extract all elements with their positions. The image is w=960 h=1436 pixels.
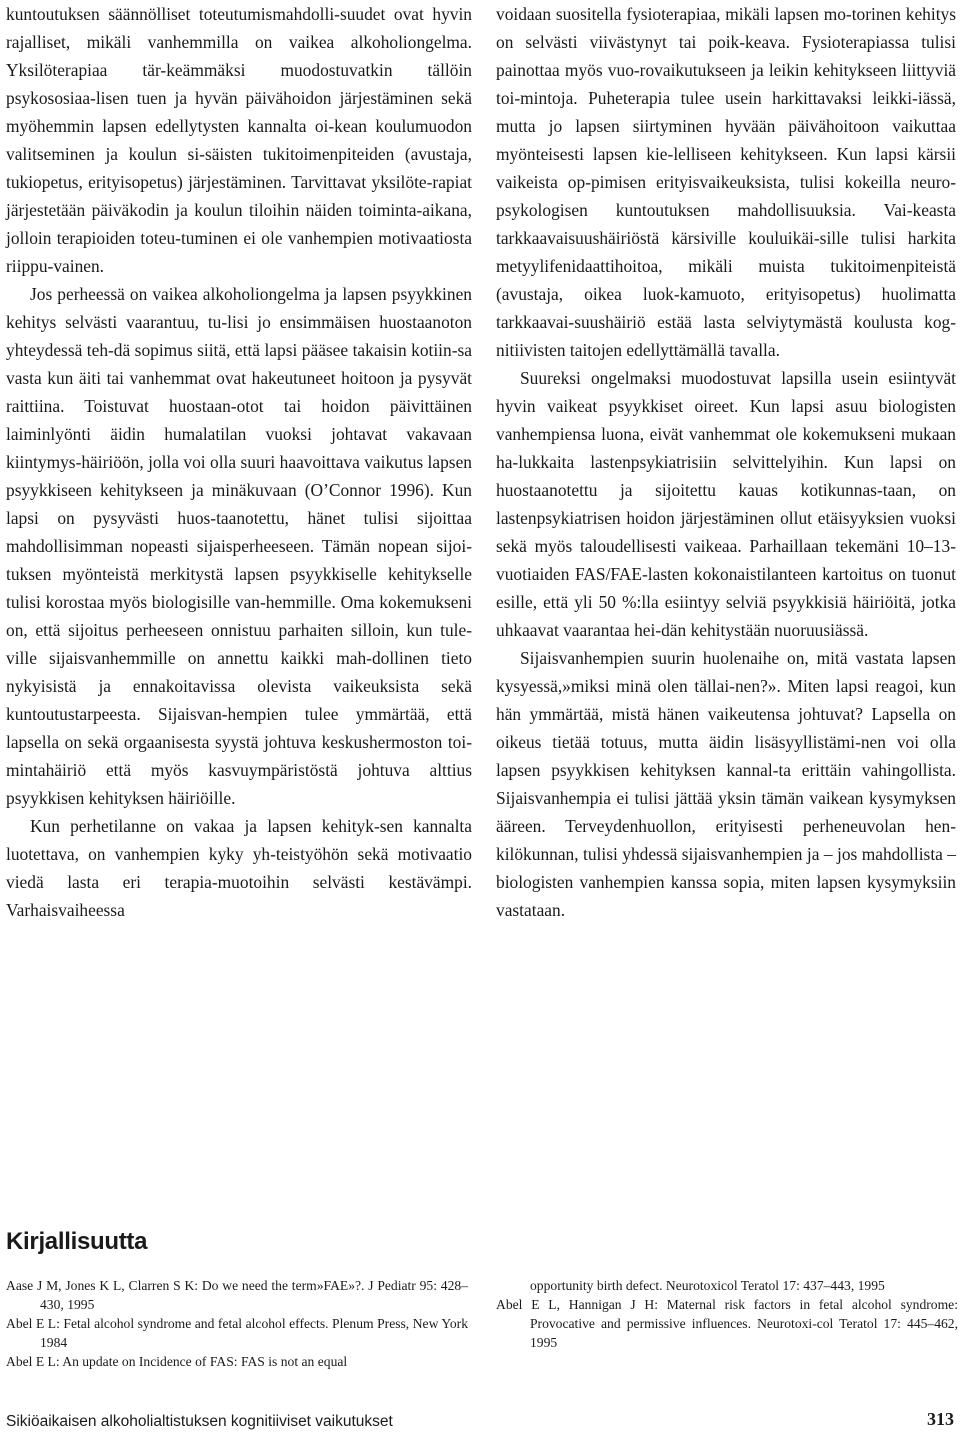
paragraph: Jos perheessä on vaikea alkoholiongelma ja lapsen psyykkinen kehitys selvästi vaarantuu, tu-lisi jo ensimmäisen huostaanoton yhteydessä teh-dä sopimus siitä, että lapsi pääsee takaisin kotiin-sa vasta kun äiti tai vanhemmat ovat hakeutuneet hoitoon ja pysyvät raittiina. Toistuvat huostaan-otot tai hoidon päivittäinen laiminlyönti äidin humalatilan vuoksi johtavat vakavaan kiintymys-häiriöön, jolla voi olla suuri haavoittava vaikutus lapsen psyykkiseen kehitykseen ja minäkuvaan (O’Connor 1996). Kun lapsi on pysyvästi huos-taanotettu, hänet tulisi sijoittaa mahdollisimman nopeasti sijaisperheeseen. Tämän nopean sijoi-tuksen myönteistä merkitystä lapsen psyykkiselle kehitykselle tulisi korostaa myös biologisille van-hemmille. Oma kokemukseni on, että sijoitus perheeseen onnistuu parhaiten silloin, kun tule-ville sijaisvanhemmille on annettu kaikki mah-dollinen tieto nykyisistä ja ennakoitavissa olevista vaikeuksista sekä kuntoutustarpeesta. Sijaisvan-hempien tulee ymmärtää, että lapsella on sekä orgaanisesta syystä johtuva keskushermoston toi-mintahäiriö että myös kasvuympäristöstä johtuva alttius psyykkisen kehityksen häiriöille.	[6, 284, 472, 808]
reference-item: opportunity birth defect. Neurotoxicol Teratol 17: 437–443, 1995	[530, 1278, 885, 1293]
reference-item: Aase J M, Jones K L, Clarren S K: Do we need the term»FAE»?. J Pediatr 95: 428–430, 1995	[6, 1278, 468, 1312]
references-heading: Kirjallisuutta	[6, 1228, 148, 1255]
reference-item: Abel E L: Fetal alcohol syndrome and fetal alcohol effects. Plenum Press, New York 1984	[6, 1316, 468, 1350]
paragraph: kuntoutuksen säännölliset toteutumismahdolli-suudet ovat hyvin rajalliset, mikäli vanhemmilla on vaikea alkoholiongelma. Yksilöterapiaa tär-keämmäksi muodostuvatkin tällöin psykososiaa-lisen tuen ja hyvän päivähoidon järjestäminen sekä myöhemmin lapsen edellytysten kannalta oi-kean koulumuodon valitseminen ja koulun si-säisten tukitoimenpiteiden (avustaja, tukiopetus, erityisopetus) järjestäminen. Tarvittavat yksilöte-rapiat järjestetään päiväkodin ja koulun tiloihin näiden toiminta-aikana, jolloin terapioiden toteu-tuminen ei ole vanhempien motivaatiosta riippu-vainen.	[6, 4, 472, 276]
paragraph: Sijaisvanhempien suurin huolenaihe on, mitä vastata lapsen kysyessä,»miksi minä olen tällai-nen?». Miten lapsi reagoi, kun hän ymmärtää, mistä hänen vaikeutensa johtuvat? Lapsella on oikeus tietää totuus, mutta äidin lisäsyyllistämi-nen voi olla lapsen psyykkisen kehityksen kannal-ta erittäin vahingollista. Sijaisvanhempia ei tulisi jättää yksin tämän vaikean kysymyksen ääreen. Terveydenhuollon, erityisesti perheneuvolan hen-kilökunnan, tulisi yhdessä sijaisvanhempien ja – jos mahdollista – biologisten vanhempien kanssa sopia, miten lapsen kysymyksiin vastataan.	[496, 648, 956, 920]
right-text-column	[496, 0, 956, 924]
paragraph: Kun perhetilanne on vakaa ja lapsen kehityk-sen kannalta luotettava, on vanhempien kyky yh-teistyöhön sekä motivaatio viedä lasta eri terapia-muotoihin selvästi kestävämpi. Varhaisvaiheessa	[6, 816, 472, 920]
paragraph: Suureksi ongelmaksi muodostuvat lapsilla usein esiintyvät hyvin vaikeat psyykkiset oireet. Kun lapsi asuu biologisten vanhempiensa luona, eivät vanhemmat ole kokemukseni mukaan ha-lukkaita lastenpsykiatrisiin selvittelyihin. Kun lapsi on huostaanotettu ja sijoitettu kauas kotikunnas-taan, on lastenpsykiatrisen hoidon järjestäminen ollut etäisyyksien vuoksi sekä myös taloudellisesti vaikeaa. Parhaillaan tekemäni 10–13-vuotiaiden FAS/FAE-lasten kokonaistilanteen kartoitus on tuonut esille, että yli 50 %:lla esiintyy selviä psyykkisiä häiriöitä, jotka uhkaavat vaarantaa hei-dän kehitystään nuoruusiässä.	[496, 368, 956, 640]
references-list-left	[6, 1276, 468, 1371]
reference-item: Abel E L, Hannigan J H: Maternal risk factors in fetal alcohol syndrome: Provocative and permissive influences. Neurotoxi-col Teratol 17: 445–462, 1995	[496, 1297, 958, 1350]
references-list-right	[496, 1276, 958, 1352]
running-footer-title: Sikiöaikaisen alkoholialtistuksen kognitiiviset vaikutukset	[6, 1413, 393, 1430]
reference-item: Abel E L: An update on Incidence of FAS: FAS is not an equal	[6, 1354, 348, 1369]
left-text-column	[6, 0, 472, 924]
page-number: 313	[927, 1409, 954, 1429]
paragraph: voidaan suositella fysioterapiaa, mikäli lapsen mo-torinen kehitys on selvästi viivästynyt tai poik-keava. Fysioterapiassa tulisi painottaa myös vuo-rovaikutukseen ja leikin kehitykseen liittyviä toi-mintoja. Puheterapia tulee usein harkittavaksi leikki-iässä, mutta jo lapsen siirtyminen hyvään päivähoitoon vaikuttaa myönteisesti lapsen kie-lelliseen kehitykseen. Kun lapsi kärsii vaikeista op-pimisen erityisvaikeuksista, tulisi kokeilla neuro-psykologisen kuntoutuksen mahdollisuuksia. Vai-keasta tarkkaavaisuushäiriöstä kärsiville kouluikäi-sille tulisi harkita metyylifenidaattihoitoa, mikäli muista tukitoimenpiteistä (avustaja, oikea luok-kamuoto, erityisopetus) huolimatta tarkkaavai-suushäiriö estää lasta selviytymästä koulusta kog-nitiivisten taitojen edellyttämällä tavalla.	[496, 4, 956, 360]
